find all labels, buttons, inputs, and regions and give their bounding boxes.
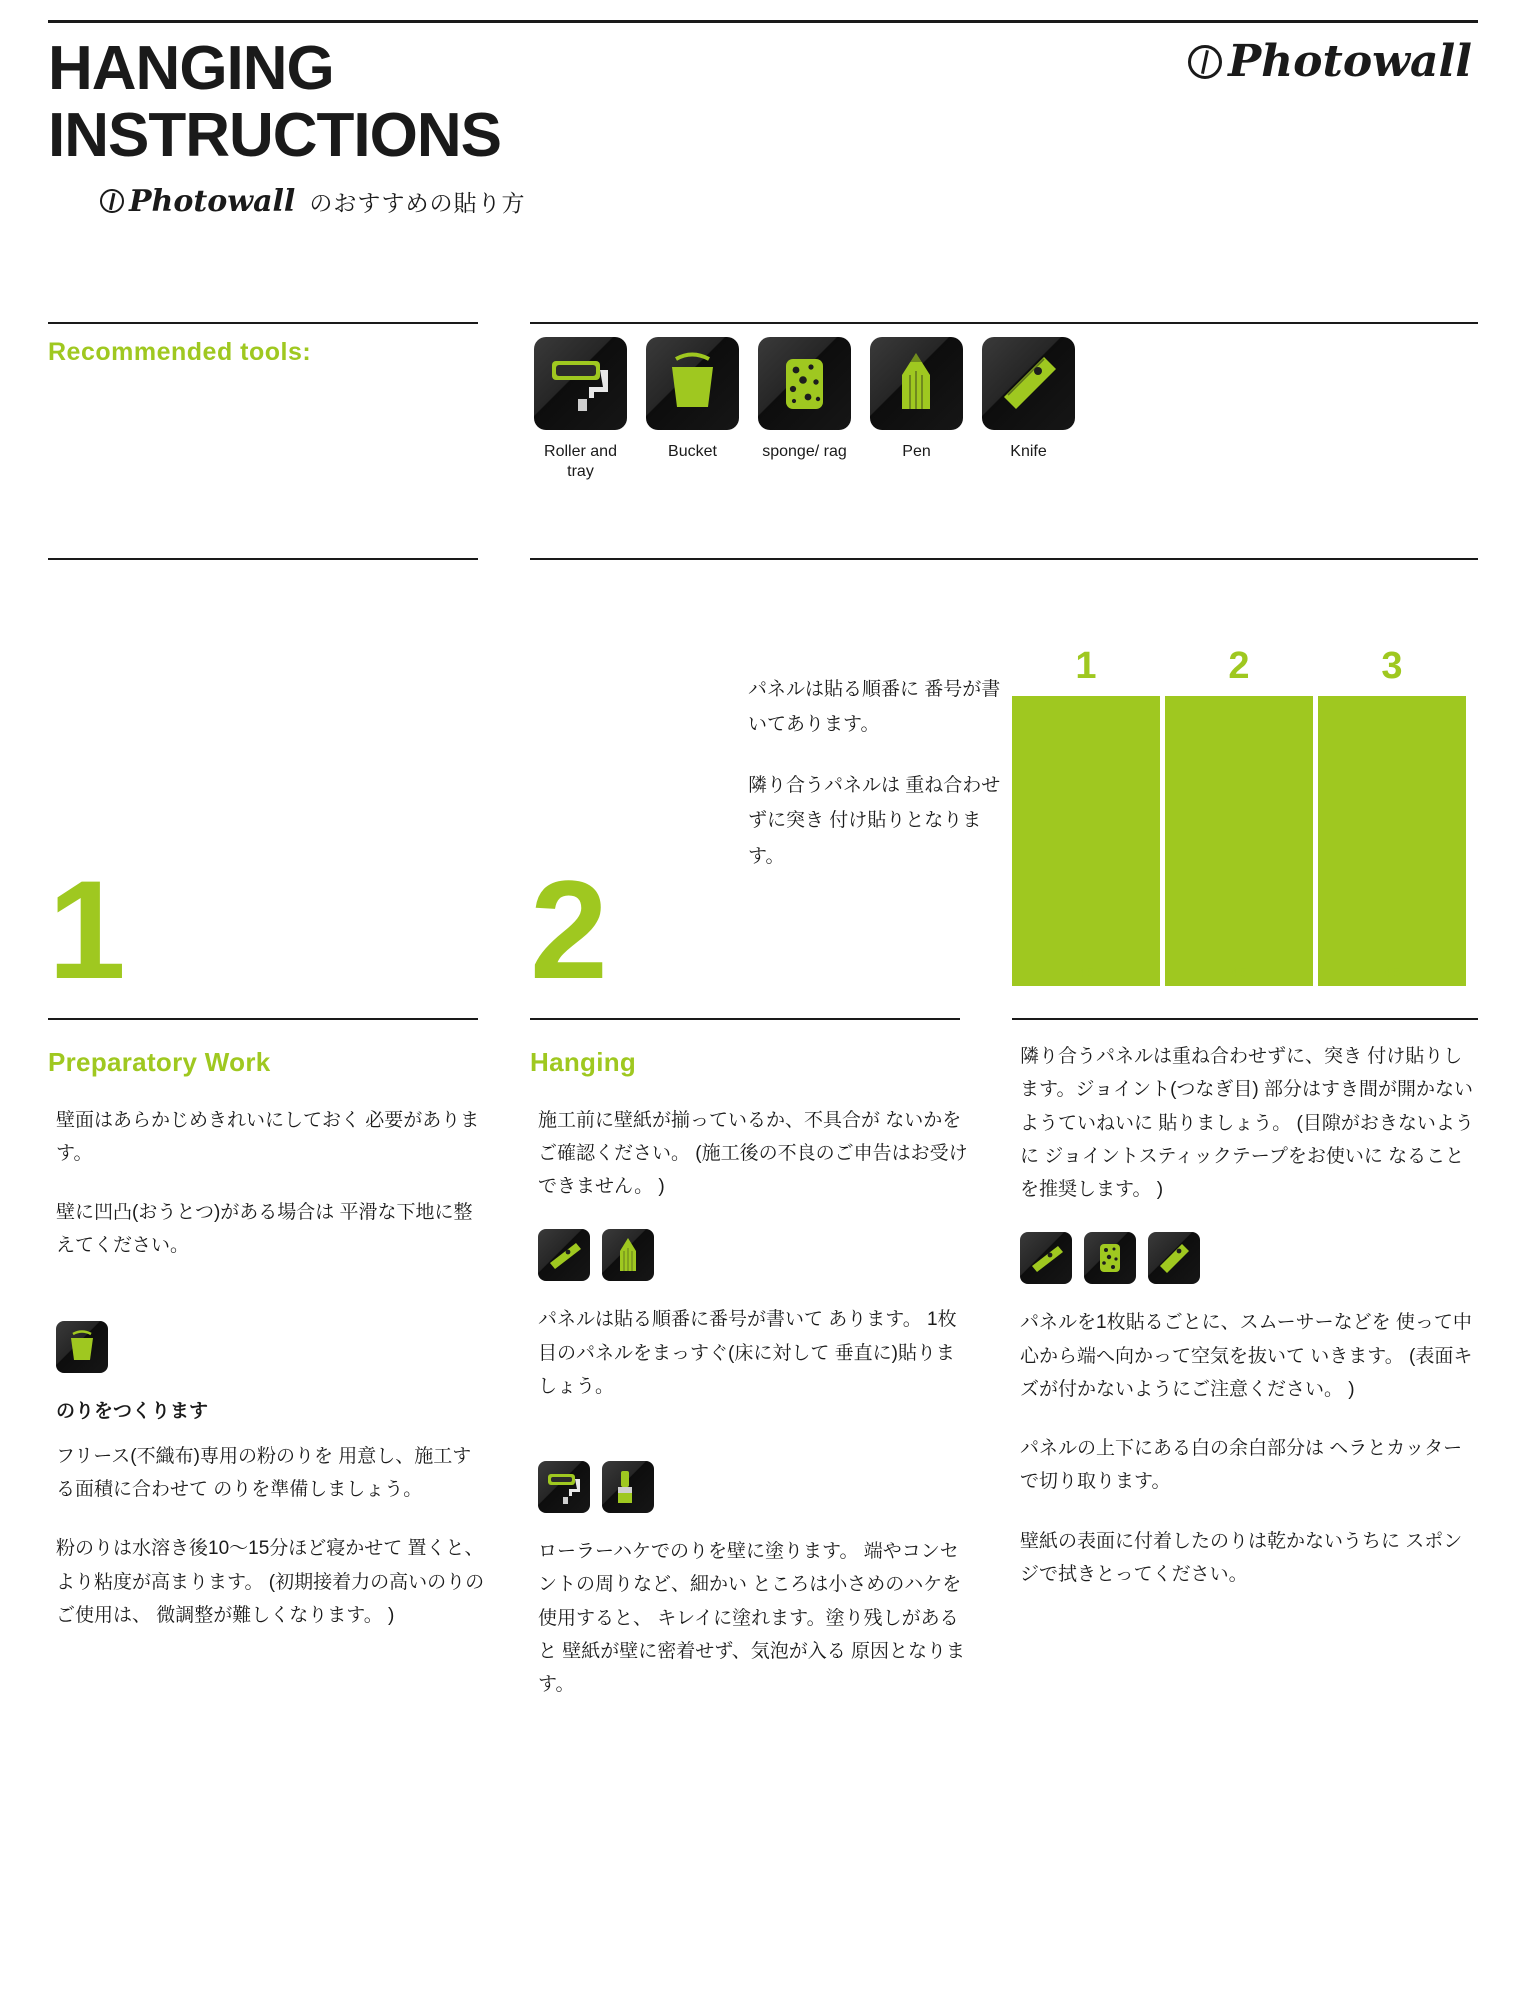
- column-3-paragraph-1: 隣り合うパネルは重ね合わせずに、突き 付け貼りします。ジョイント(つなぎ目) 部分はすき間が開かないようていねいに 貼りましょう。 (目隙がおきないように ジョイントスティックテープをお使いに なることを推奨します。 ): [1020, 1046, 1474, 1200]
- dimension-value: 45: [1383, 964, 1401, 981]
- tools-row: [534, 337, 1075, 482]
- subtitle-row: [100, 184, 948, 219]
- sponge-icon: [758, 337, 851, 430]
- panel-dimension: [1165, 945, 1313, 981]
- column-1-lead: のりをつくります: [56, 1400, 209, 1422]
- column-jointing: [1012, 1040, 1478, 1617]
- mid-divider-right: [530, 558, 1478, 560]
- dimension-value: 45: [1077, 964, 1095, 981]
- paint-roller-icon: [538, 1461, 590, 1513]
- panel-number: 1: [1075, 645, 1097, 687]
- tool-label-bucket: Bucket: [668, 443, 717, 460]
- column-2-paragraph-2: パネルは貼る順番に番号が書いて あります。 1枚目のパネルをまっすぐ(床に対して 垂直に)貼りましょう。: [538, 1309, 957, 1397]
- subtitle-text: のおすすめの貼り方: [309, 189, 526, 216]
- panel-notes: [748, 672, 1008, 900]
- step-number-1: 1: [48, 851, 126, 1008]
- panel-box: [1165, 696, 1313, 986]
- photowall-wordmark: Photowall: [1228, 36, 1472, 87]
- column-1-icon-row: [48, 1321, 488, 1373]
- column-1-paragraph-2: 壁に凹凸(おうとつ)がある場合は 平滑な下地に整えてください。: [56, 1202, 473, 1257]
- photowall-circle-mark-icon: [100, 189, 124, 213]
- panel-diagram: [1012, 645, 1466, 986]
- tool-label-sponge: sponge/ rag: [762, 443, 847, 460]
- pen-icon: [870, 337, 963, 430]
- column-3-icon-row: [1012, 1232, 1478, 1284]
- panel-number: 2: [1228, 645, 1250, 687]
- bucket-icon: [646, 337, 739, 430]
- panel-note-1: パネルは貼る順番に 番号が書いてあります。: [748, 679, 1001, 736]
- panel-item: [1012, 645, 1160, 986]
- tools-label: Recommended tools:: [48, 338, 312, 366]
- dimension-brace-icon: [1165, 945, 1313, 959]
- panel-item: [1318, 645, 1466, 986]
- column-2-paragraph-1: 施工前に壁紙が揃っているか、不具合が ないかをご確認ください。 (施工後の不良のご申告はお受けできません。 ): [538, 1109, 968, 1197]
- mid-divider-left: [48, 558, 478, 560]
- column-2-icon-row-1: [530, 1229, 970, 1281]
- sponge-icon: [1084, 1232, 1136, 1284]
- column-3-paragraph-4: 壁紙の表面に付着したのりは乾かないうちに スポンジで拭きとってください。: [1020, 1530, 1463, 1585]
- panel-note-2: 隣り合うパネルは 重ね合わせずに突き 付け貼りとなります。: [748, 775, 1001, 867]
- dimension-brace-icon: [1012, 945, 1160, 959]
- photowall-wordmark-inline: Photowall: [129, 183, 296, 219]
- column-2-paragraph-3: ローラーハケでのりを壁に塗ります。 端やコンセントの周りなど、細かい ところは小さめのハケを使用すると、 キレイに塗れます。塗り残しがあると 壁紙が壁に密着せず、気泡が入る 原因となります。: [538, 1541, 966, 1695]
- knife-icon: [1148, 1232, 1200, 1284]
- tool-knife: [982, 337, 1075, 482]
- column-1-paragraph-1: 壁面はあらかじめきれいにしておく 必要があります。: [56, 1109, 480, 1164]
- column-1-paragraph-4: 粉のりは水溶き後10〜15分ほど寝かせて 置くと、より粘度が高まります。 (初期接着力の高いのりのご使用は、 微調整が難しくなります。 ): [56, 1538, 485, 1626]
- column-preparatory-work: [48, 1040, 488, 1658]
- column-hanging: [530, 1040, 970, 1727]
- tool-label-roller: Roller and tray: [544, 443, 617, 480]
- column-1-heading: Preparatory Work: [48, 1047, 271, 1077]
- panel-dimension: [1012, 945, 1160, 981]
- tool-bucket: [646, 337, 739, 482]
- header-divider: [48, 20, 1478, 23]
- photowall-logo-header: [1188, 36, 1472, 87]
- panel-number: 3: [1381, 645, 1403, 687]
- photowall-logo-inline: [100, 184, 295, 219]
- title-line-1: HANGING: [48, 34, 334, 103]
- tools-divider-left: [48, 322, 478, 324]
- knife-icon: [982, 337, 1075, 430]
- tool-pen: [870, 337, 963, 482]
- tool-roller: [534, 337, 627, 482]
- tools-divider-right: [530, 322, 1478, 324]
- panel-box: [1012, 696, 1160, 986]
- panel-dimension: [1318, 945, 1466, 981]
- panel-item: [1165, 645, 1313, 986]
- brush-icon: [602, 1461, 654, 1513]
- column-1-paragraph-3: フリース(不織布)専用の粉のりを 用意し、施工する面積に合わせて のりを準備しましょう。: [56, 1445, 472, 1500]
- page-title: [48, 36, 948, 219]
- title-line-2: INSTRUCTIONS: [48, 100, 501, 170]
- column-3-paragraph-2: パネルを1枚貼るごとに、スムーサーなどを 使って中心から端へ向かって空気を抜いて いきます。 (表面キズが付かないようにご注意ください。 ): [1020, 1312, 1473, 1400]
- column-2-icon-row-2: [530, 1461, 970, 1513]
- section-divider-left: [48, 1018, 478, 1020]
- column-2-heading: Hanging: [530, 1047, 637, 1077]
- panel-box: [1318, 696, 1466, 986]
- step-number-2: 2: [530, 851, 608, 1008]
- column-3-paragraph-3: パネルの上下にある白の余白部分は ヘラとカッターで切り取ります。: [1020, 1438, 1463, 1493]
- dimension-brace-icon: [1318, 945, 1466, 959]
- pen-icon: [602, 1229, 654, 1281]
- tool-label-pen: Pen: [902, 443, 931, 460]
- photowall-circle-mark-icon: [1188, 45, 1222, 79]
- level-icon: [1020, 1232, 1072, 1284]
- panel-dimensions: [1012, 945, 1466, 981]
- dimension-value: 45: [1230, 964, 1248, 981]
- bucket-icon: [56, 1321, 108, 1373]
- paint-roller-icon: [534, 337, 627, 430]
- section-divider-right: [1012, 1018, 1478, 1020]
- tool-sponge: [758, 337, 851, 482]
- level-icon: [538, 1229, 590, 1281]
- section-divider-mid: [530, 1018, 960, 1020]
- tool-label-knife: Knife: [1010, 443, 1047, 460]
